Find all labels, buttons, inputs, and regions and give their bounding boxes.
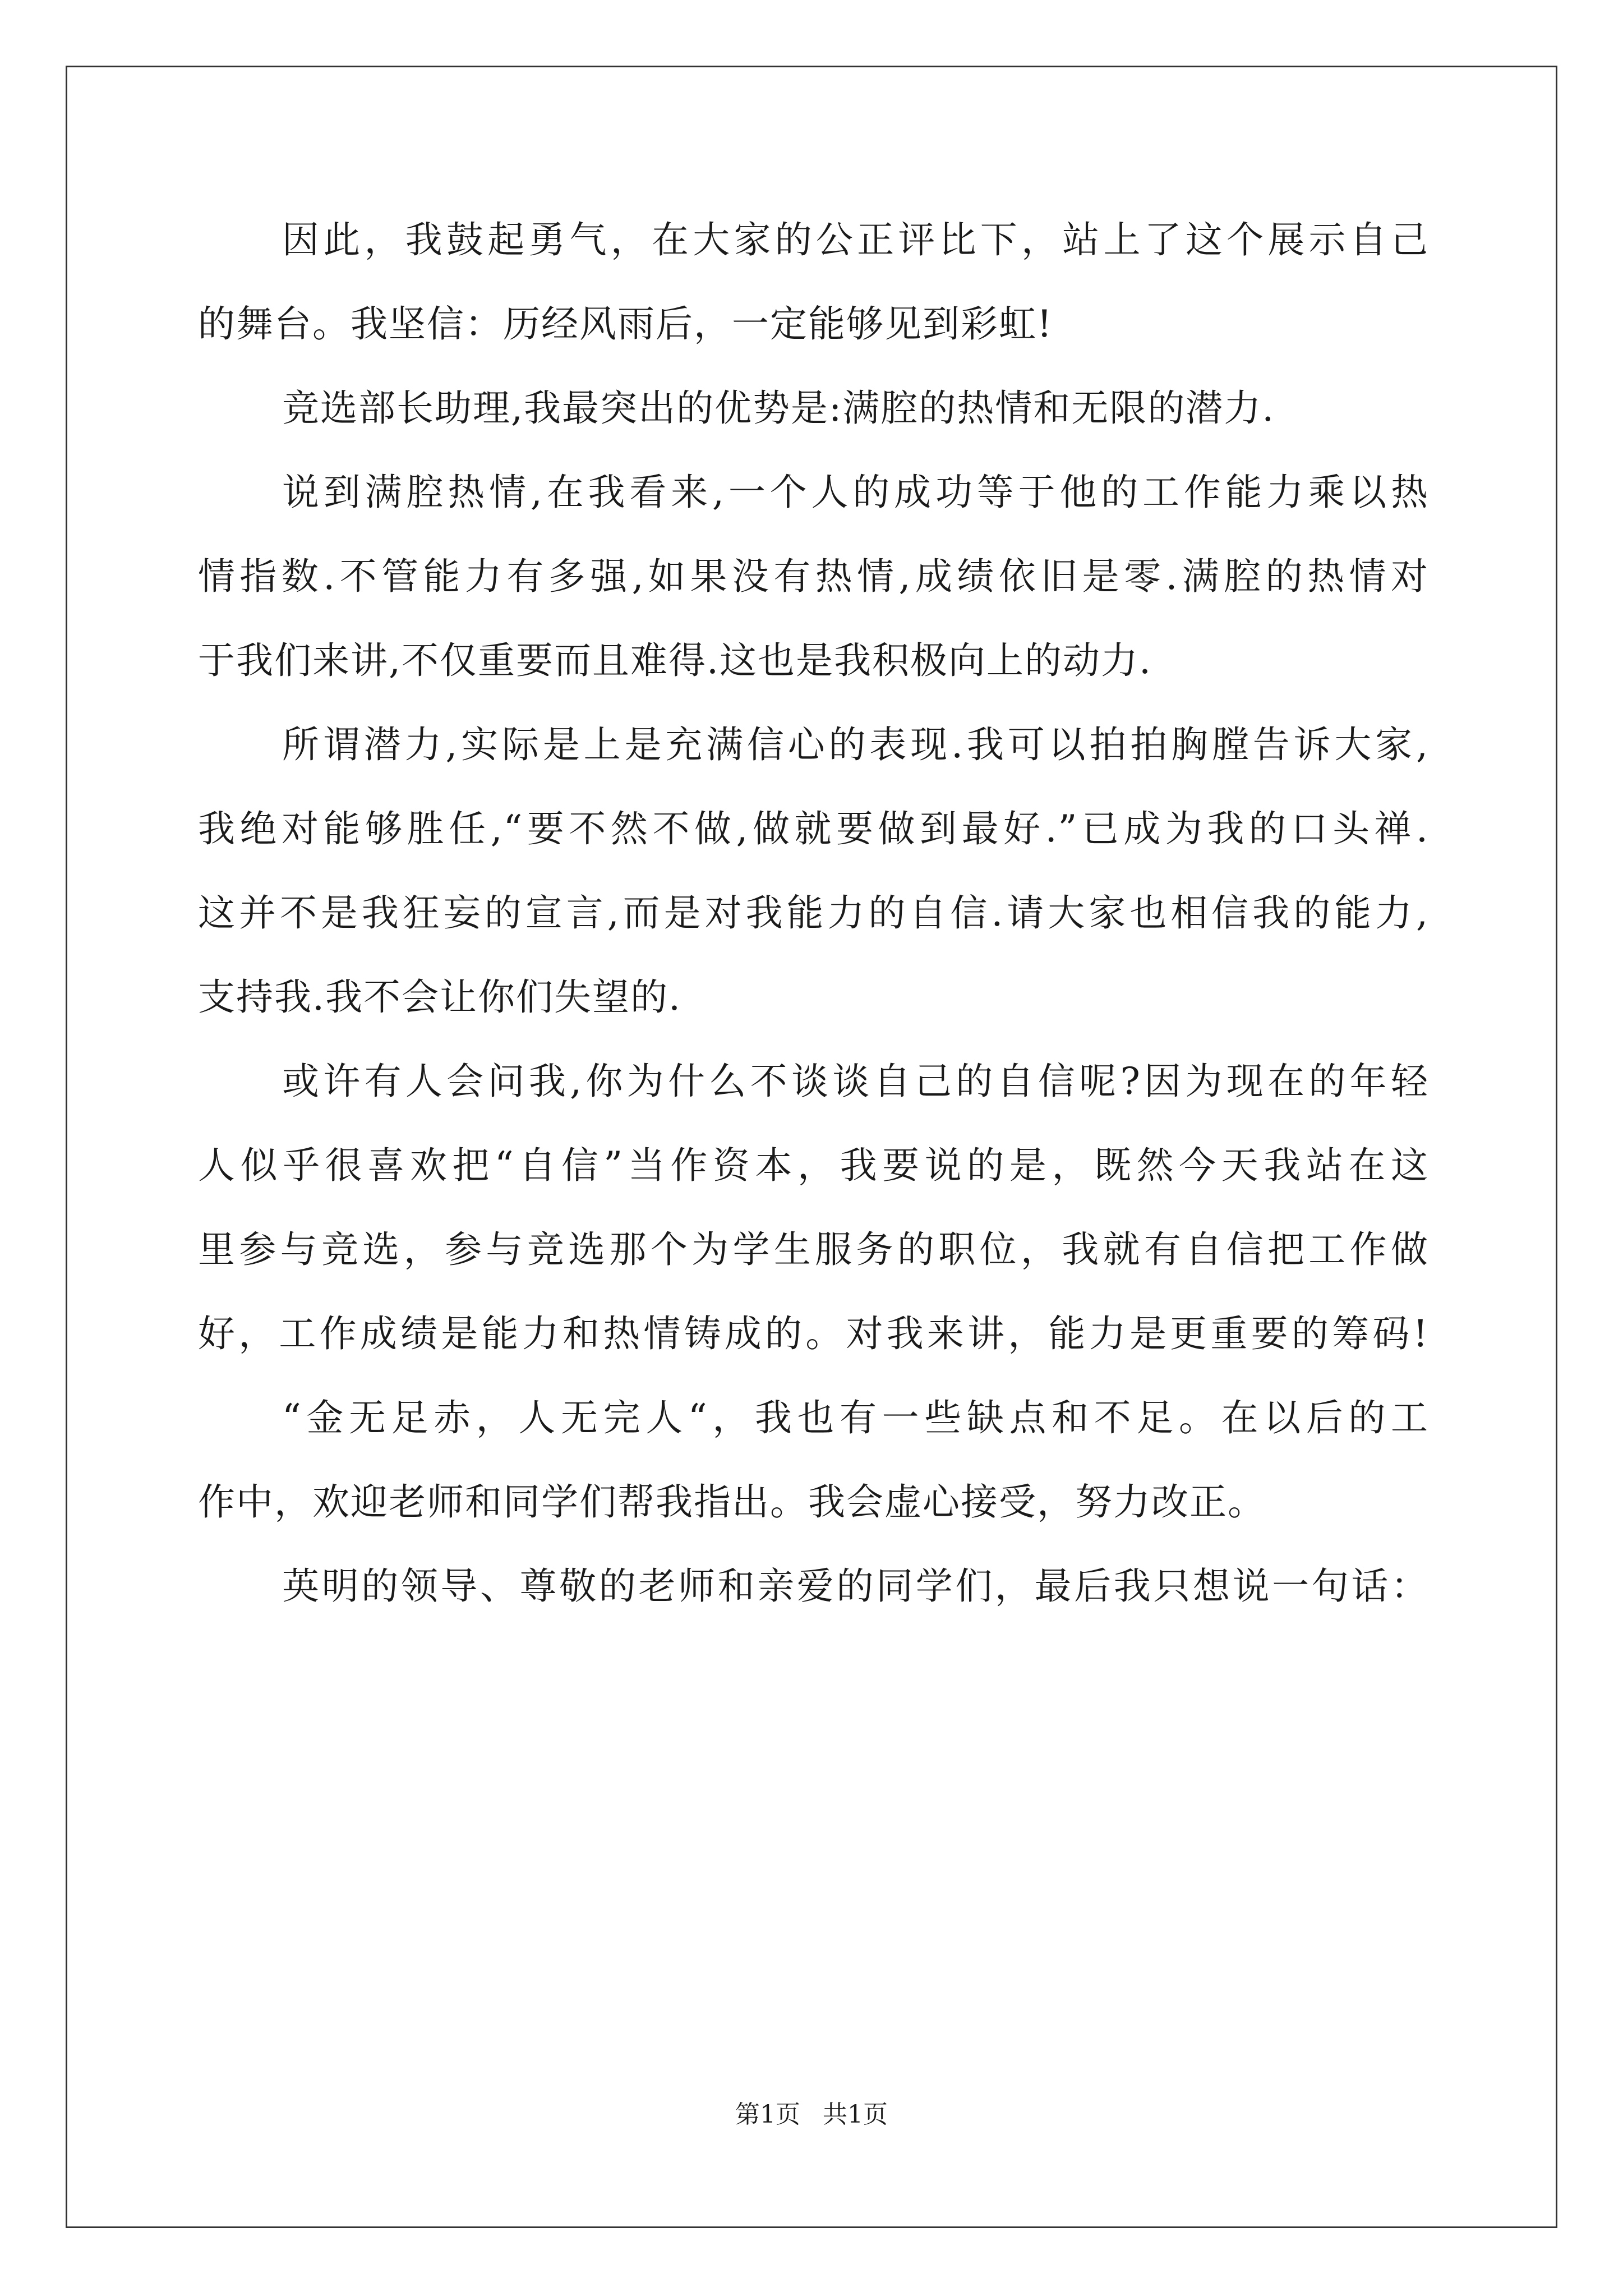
page-total: 共1页 — [823, 2100, 888, 2129]
text-line: 支持我.我不会让你们失望的. — [198, 976, 681, 1019]
text-line: 这并不是我狂妄的宣言,而是对我能力的自信.请大家也相信我的能力, — [198, 891, 1429, 935]
text-line: 里参与竞选，参与竞选那个为学生服务的职位，我就有自信把工作做 — [198, 1228, 1429, 1271]
text-line: 于我们来讲,不仅重要而且难得.这也是我积极向上的动力. — [198, 639, 1152, 682]
text-line: 人似乎很喜欢把“自信”当作资本，我要说的是，既然今天我站在这 — [198, 1144, 1429, 1187]
text-line: 竞选部长助理,我最突出的优势是:满腔的热情和无限的潜力. — [282, 386, 1275, 430]
text-line: 好，工作成绩是能力和热情铸成的。对我来讲，能力是更重要的筹码! — [198, 1312, 1429, 1355]
text-line: 说到满腔热情,在我看来,一个人的成功等于他的工作能力乘以热 — [282, 471, 1429, 514]
text-line: 所谓潜力,实际是上是充满信心的表现.我可以拍拍胸膛告诉大家, — [282, 723, 1429, 766]
text-line: 英明的领导、尊敬的老师和亲爱的同学们，最后我只想说一句话： — [282, 1565, 1429, 1608]
text-line: 或许有人会问我,你为什么不谈谈自己的自信呢?因为现在的年轻 — [282, 1060, 1429, 1103]
text-line: 作中，欢迎老师和同学们帮我指出。我会虚心接受，努力改正。 — [198, 1480, 1266, 1524]
text-line: 情指数.不管能力有多强,如果没有热情,成绩依旧是零.满腔的热情对 — [198, 555, 1429, 598]
page-number: 第1页 — [735, 2100, 800, 2129]
text-line: 因此，我鼓起勇气，在大家的公正评比下，站上了这个展示自己 — [282, 218, 1429, 261]
text-line: “金无足赤，人无完人“，我也有一些缺点和不足。在以后的工 — [282, 1396, 1429, 1439]
page-footer — [0, 2099, 1623, 2131]
text-line: 的舞台。我坚信：历经风雨后，一定能够见到彩虹! — [198, 302, 1053, 346]
text-line: 我绝对能够胜任,“要不然不做,做就要做到最好.”已成为我的口头禅. — [198, 807, 1429, 850]
